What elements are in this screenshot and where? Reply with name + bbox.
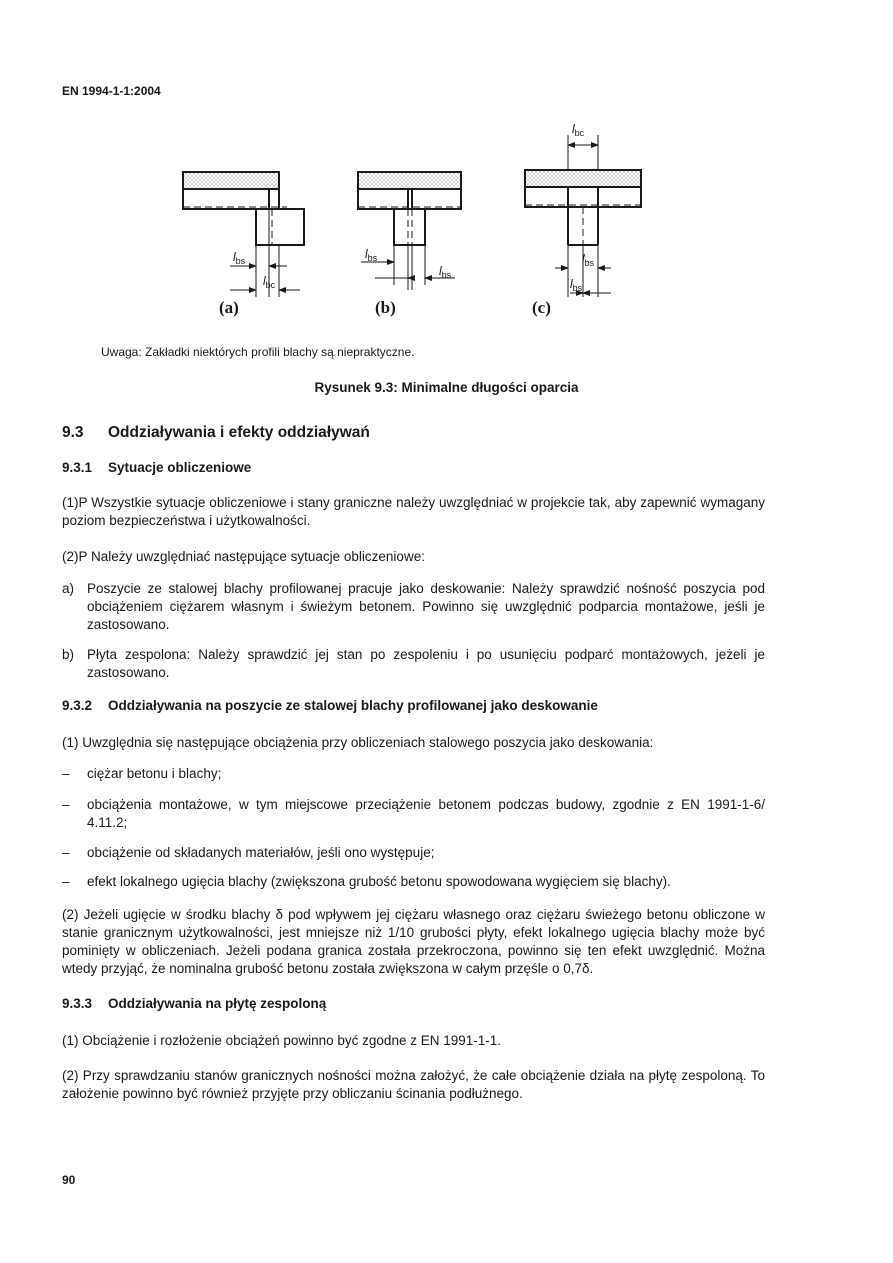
sublabel-b: (b)	[375, 298, 396, 317]
paragraph: (1)P Wszystkie sytuacje obliczeniowe i stany graniczne należy uwzględniać w projekcie tak, aby zapewnić wymagany poziom bezpieczeństwa i użytkowalności.	[62, 495, 765, 528]
label-lbs-c2: $l_{bs}$	[570, 277, 583, 293]
detail-c	[525, 135, 641, 297]
document-header: EN 1994-1-1:2004	[62, 84, 161, 98]
paragraph: (1) Obciążenie i rozłożenie obciążeń powinno być zgodne z EN 1991-1-1.	[62, 1033, 502, 1048]
page-number: 90	[62, 1173, 76, 1187]
subsection-heading-2: 9.3.2 Oddziaływania na poszycie ze stalowej blachy profilowanej jako deskowanie	[62, 698, 598, 713]
label-lbs-a: $l_{bs}$	[233, 250, 246, 266]
list-item: a) Poszycie ze stalowej blachy profilowanej pracuje jako deskowanie: Należy sprawdzić nośność poszycia pod obciążeniem ciężarem własnym i świeżym betonem. Powinno się uwzględnić podparcia montażowe, jeśli je zastosowano.	[62, 581, 765, 632]
label-lbs-b1: $l_{bs}$	[365, 247, 378, 263]
figure-9-3	[175, 115, 655, 325]
list-item: – obciążenie od składanych materiałów, jeśli ono występuje;	[62, 845, 435, 860]
list-item: b) Płyta zespolona: Należy sprawdzić jej stan po zespoleniu i po usunięciu podparć montażowych, jeżeli je zastosowano.	[62, 647, 765, 680]
list-item: – efekt lokalnego ugięcia blachy (zwiększona grubość betonu spowodowana wygięciem się blachy).	[62, 874, 671, 889]
paragraph: (1) Uwzględnia się następujące obciążenia przy obliczeniach stalowego poszycia jako deskowania:	[62, 735, 654, 750]
section-heading: 9.3 Oddziaływania i efekty oddziaływań	[62, 424, 370, 441]
paragraph: (2) Jeżeli ugięcie w środku blachy δ pod wpływem jej ciężaru własnego oraz ciężaru świeżego betonu obliczone w stanie granicznym użytkowalności, jest mniejsze niż 1/10 grubości płyty, efekt lokalnego ugięcia blachy może być pominięty w obliczeniach. Jeżeli podana granica została przekroczona, powinno się ten efekt uwzględnić. Można wtedy przyjąć, że nominalna grubość betonu została zwiększona w całym przęśle o 0,7δ.	[62, 907, 765, 976]
figure-note: Uwaga: Zakładki niektórych profili blachy są niepraktyczne.	[101, 345, 415, 359]
list-item: – obciążenia montażowe, w tym miejscowe przeciążenie betonem podczas budowy, zgodnie z EN 1991-1-6/ 4.11.2;	[62, 797, 765, 830]
list-item: – ciężar betonu i blachy;	[62, 766, 222, 781]
label-lbs-b2: $l_{bs}$	[439, 264, 452, 280]
label-lbc-c: $l_{bc}$	[572, 122, 585, 138]
figure-drawing	[175, 115, 655, 325]
label-lbs-c1: $l_{bs}$	[582, 252, 595, 268]
paragraph: (2)P Należy uwzględniać następujące sytuacje obliczeniowe:	[62, 549, 425, 564]
detail-a	[183, 172, 304, 297]
sublabel-c: (c)	[532, 298, 551, 317]
sublabel-a: (a)	[219, 298, 239, 317]
label-lbc-a: $l_{bc}$	[263, 274, 276, 290]
paragraph: (2) Przy sprawdzaniu stanów granicznych nośności można założyć, że całe obciążenie działa na płytę zespoloną. To założenie powinno być również przyjęte przy obliczaniu ścinania podłużnego.	[62, 1068, 765, 1101]
figure-caption: Rysunek 9.3: Minimalne długości oparcia	[314, 380, 579, 395]
subsection-heading-3: 9.3.3 Oddziaływania na płytę zespoloną	[62, 996, 327, 1011]
subsection-heading-1: 9.3.1 Sytuacje obliczeniowe	[62, 460, 252, 475]
